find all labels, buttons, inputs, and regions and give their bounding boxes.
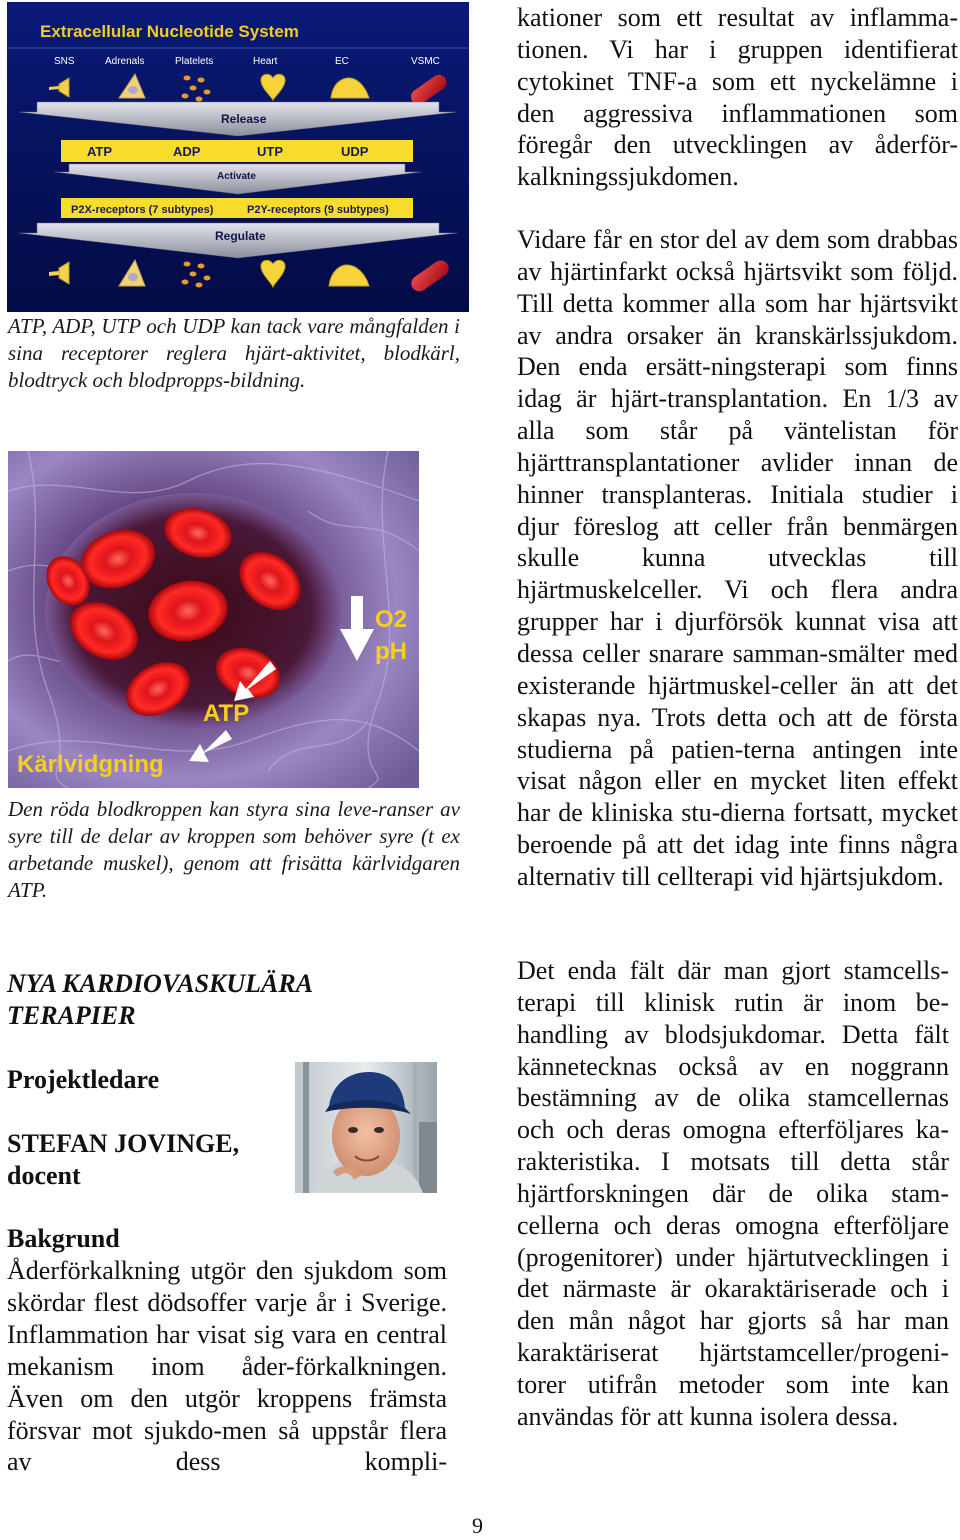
micrograph-caption: Den röda blodkroppen kan styra sina leve-ranser av syre till de delar av kroppen som behöver syre (t ex arbetande muskel), genom att frisätta kärlvidgaren ATP. [8, 797, 460, 902]
diagram-graphic [7, 2, 469, 312]
background-heading: Bakgrund [7, 1224, 120, 1253]
vasodilation-label: Kärlvidgning [17, 751, 164, 778]
paragraph-inflammation: kationer som ett resultat av inflamma-tionen. Vi har i gruppen identifierat cytokinet TNF-a som ett nyckelämne i den aggressiva inflammationen som föregår den utvecklingen av åderför-kalkningssjukdomen. [517, 3, 958, 192]
section-title: NYA KARDIOVASKULÄRA TERAPIER [7, 969, 312, 1030]
activate-label: Activate [217, 171, 256, 182]
o2-label: O2 [375, 606, 408, 633]
regulate-label: Regulate [215, 229, 266, 243]
source-label-sns: SNS [54, 56, 75, 67]
page-number: 9 [472, 1513, 483, 1538]
receptor-p2y: P2Y-receptors (9 subtypes) [247, 204, 389, 216]
project-leader-name: STEFAN JOVINGE, docent [7, 1129, 240, 1190]
release-label: Release [221, 112, 267, 126]
project-leader-label: Projektledare [7, 1065, 160, 1094]
ph-label: pH [375, 638, 407, 665]
atp-label: ATP [203, 700, 250, 727]
nucleotide-atp: ATP [87, 144, 113, 159]
nucleotide-adp: ADP [173, 144, 201, 159]
micrograph-image [8, 451, 419, 788]
paragraph-stem-cells: Det enda fält där man gjort stamcells-terapi till klinisk rutin är inom be-handling av blodsjukdomar. Detta fält kännetecknas också av en noggrann bestämning av de olika stamcellernas och och deras omogna efterföljares ka-rakteristika. I motsats till detta står hjärtforskningen där de olika stam-cellerna och deras omogna efterföljare (progenitorer) under hjärtutvecklingen i det närmaste är okaraktäriserade och i den mån något har gjorts så har man karaktäriserat hjärtstamceller/progeni-torer utifrån metoder som inte kan användas för att kunna isolera dessa. [517, 956, 949, 1431]
source-label-heart: Heart [253, 56, 278, 67]
source-label-adrenals: Adrenals [105, 56, 145, 67]
diagram-title: Extracellular Nucleotide System [40, 22, 299, 41]
nucleotide-utp: UTP [257, 144, 283, 159]
diagram-caption: ATP, ADP, UTP och UDP kan tack vare mångfalden i sina receptorer reglera hjärt-aktivitet, blodkärl, blodtryck och blodpropps-bildning. [8, 314, 460, 392]
source-label-ec: EC [335, 56, 349, 67]
nucleotide-udp: UDP [341, 144, 369, 159]
background-text: Åderförkalkning utgör den sjukdom som skördar flest dödsoffer varje år i Sverige. Inflammation har visat sig vara en central mekanism inom åder-förkalkningen. Även om den utgör kroppens främsta försvar mot sjukdo-men så uppstår flera av dess kompli- [7, 1256, 447, 1477]
receptor-p2x: P2X-receptors (7 subtypes) [71, 204, 214, 216]
paragraph-heart-failure: Vidare får en stor del av dem som drabbas av hjärtinfarkt också hjärtsvikt som följd. Till detta kommer alla som har hjärtsvikt av andra orsaker än kranskärlssjukdom. Den enda ersätt-ningsterapi som finns idag är hjärt-transplantation. En 1/3 av alla som står på väntelistan för hjärttransplantationer avlider innan de hinner transplanteras. Initiala studier i djur föreslog att celler från benmärgen skulle kunna utvecklas till hjärtmuskelceller. Vi och flera andra grupper har i djurförsök kunnat visa att dessa celler snarare samman-smälter med existerande hjärtmuskel-celler än att det skapas nya. Trots detta och att de första studierna på patien-terna antingen inte visat någon eller en mycket liten effekt har de kliniska stu-dierna fortsatt, mycket beroende på att det idag inte finns några alternativ till cellterapi vid hjärtsjukdom. [517, 225, 958, 891]
blood-vessel-micrograph [8, 451, 419, 788]
nucleotide-system-diagram [7, 2, 469, 312]
portrait-image [295, 1062, 437, 1193]
source-label-platelets: Platelets [175, 56, 214, 67]
portrait-photo [295, 1062, 437, 1193]
source-label-vsmc: VSMC [411, 56, 440, 67]
